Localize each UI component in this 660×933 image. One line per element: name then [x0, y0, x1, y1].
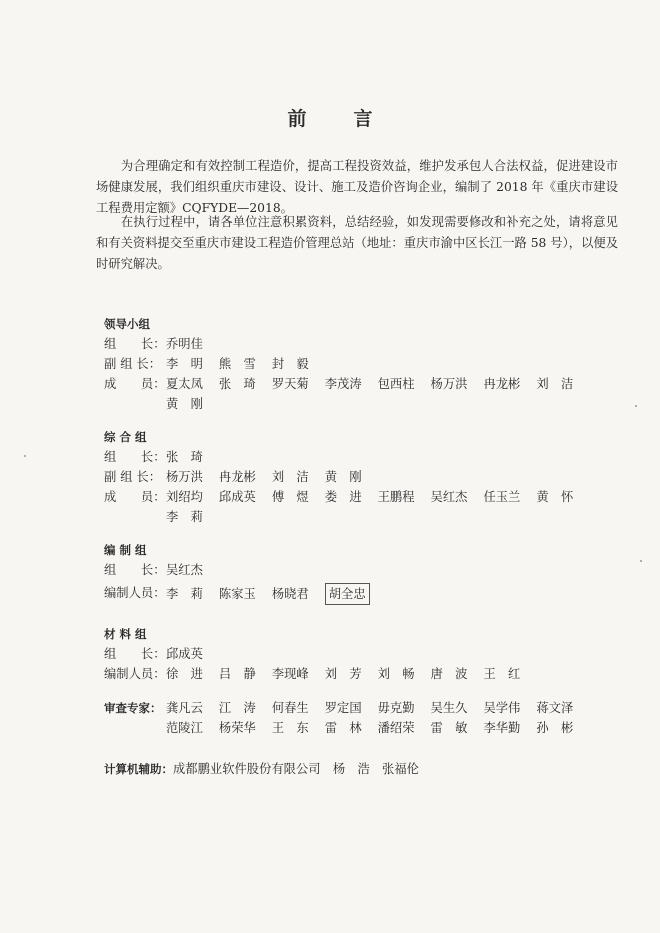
person-name: 唐 波: [430, 667, 468, 681]
person-name: 熊 雪: [218, 357, 256, 371]
leader-names: [166, 334, 219, 354]
materials-leader-row: [104, 644, 624, 664]
person-name: 王 东: [271, 721, 309, 735]
role-label: 副 组 长：: [104, 357, 162, 371]
person-name: 夏太凤: [166, 377, 203, 391]
person-name: 徐 进: [166, 667, 203, 681]
person-name: 李茂涛: [324, 377, 362, 391]
role-label: 组 长：: [104, 563, 166, 577]
person-name: 蒋文泽: [536, 701, 574, 715]
person-name: 邱成英: [218, 490, 256, 504]
person-name: 孙 彬: [536, 721, 574, 735]
person-name: 邱成英: [166, 647, 203, 661]
person-name: 雷 敏: [430, 721, 468, 735]
deputy-names: [166, 467, 378, 487]
compile-leader-row: [104, 560, 624, 580]
member-names: [166, 507, 219, 527]
software-credit: [104, 759, 419, 777]
preface-paragraph-1: [96, 156, 618, 219]
scan-speck: [24, 455, 26, 457]
general-leader-row: [104, 447, 624, 467]
role-label: 副 组 长：: [104, 470, 162, 484]
staff-names-list: [166, 587, 325, 601]
general-group: [104, 427, 624, 527]
person-name: 刘 畅: [377, 667, 415, 681]
preface-paragraph-1-text: 为合理确定和有效控制工程造价，提高工程投资效益，维护发承包人合法权益，促进建设市场健康发展，我们组织重庆市建设、设计、施工及造价咨询企业，编制了 2018 年《重庆市建设工程费用定额》CQFYDE—2018。: [96, 159, 618, 215]
person-name: 娄 进: [324, 490, 362, 504]
deputy-names: [166, 354, 325, 374]
review-names: [166, 718, 589, 738]
person-name: 冉龙彬: [218, 470, 256, 484]
person-name: 龚凡云: [166, 701, 203, 715]
person-name: 杨万洪: [166, 470, 203, 484]
leadership-deputy-row: [104, 354, 624, 374]
scan-speck: [640, 560, 642, 562]
person-name: 李华勤: [483, 721, 521, 735]
role-label: 成 员：: [104, 377, 166, 391]
person-name: 罗天菊: [271, 377, 309, 391]
software-text: 成都鹏业软件股份有限公司 杨 浩 张福伦: [173, 762, 419, 776]
person-name: 吴红杰: [166, 563, 203, 577]
person-name: 黄 刚: [324, 470, 362, 484]
person-name: 李 莉: [166, 510, 203, 524]
compile-heading: 编 制 组: [104, 543, 147, 557]
person-name: 范陵江: [166, 721, 203, 735]
person-name: 李 明: [166, 357, 203, 371]
preface-paragraph-2-text: 在执行过程中，请各单位注意积累资料，总结经验，如发现需要修改和补充之处，请将意见和有关资料提交至重庆市建设工程造价管理总站（地址：重庆市渝中区长江一路 58 号），以便及时研究解决。: [96, 215, 618, 271]
person-name: 刘 洁: [271, 470, 309, 484]
person-name: 黄 刚: [166, 397, 203, 411]
person-name: 潘绍荣: [377, 721, 415, 735]
preface-paragraph-2: [96, 212, 618, 275]
person-name: 张 琦: [166, 450, 203, 464]
person-name: 陈家玉: [218, 587, 256, 601]
review-label: 审查专家：: [104, 701, 162, 715]
person-name: 王鹏程: [377, 490, 415, 504]
person-name: 冉龙彬: [483, 377, 521, 391]
person-name: 李现峰: [271, 667, 309, 681]
person-name: 任玉兰: [483, 490, 521, 504]
member-names: [166, 374, 589, 394]
leadership-group: [104, 314, 624, 414]
staff-names: [166, 664, 536, 684]
compile-group: [104, 540, 624, 603]
person-name: 刘 洁: [536, 377, 574, 391]
person-name: 吴学伟: [483, 701, 521, 715]
materials-group: [104, 624, 624, 684]
scan-speck: [635, 405, 637, 407]
person-name: 杨晓君: [271, 587, 309, 601]
general-member-row-cont: [104, 507, 624, 527]
leadership-heading: 领导小组: [104, 317, 150, 331]
leader-names: [166, 560, 219, 580]
leadership-member-row-cont: [104, 394, 624, 414]
materials-heading: 材 料 组: [104, 627, 147, 641]
person-name: 黄 怀: [536, 490, 574, 504]
person-name: 乔明佳: [166, 337, 203, 351]
member-names: [166, 394, 219, 414]
role-label: 组 长：: [104, 337, 166, 351]
boxed-name: 胡全忠: [325, 583, 370, 605]
person-name: 何春生: [271, 701, 309, 715]
staff-names: [166, 583, 386, 605]
person-name: 刘 芳: [324, 667, 362, 681]
person-name: 包西柱: [377, 377, 415, 391]
compile-staff-row: [104, 583, 624, 603]
person-name: 雷 林: [324, 721, 362, 735]
review-names: [166, 698, 589, 718]
role-label: 组 长：: [104, 647, 166, 661]
person-name: 张 琦: [218, 377, 256, 391]
person-name: 李 莉: [166, 587, 203, 601]
person-name: 吴红杰: [430, 490, 468, 504]
person-name: 毋克勤: [377, 701, 415, 715]
role-label: 编制人员：: [104, 667, 166, 681]
person-name: 刘绍均: [166, 490, 203, 504]
general-deputy-row: [104, 467, 624, 487]
person-name: 吕 静: [218, 667, 256, 681]
materials-staff-row: [104, 664, 624, 684]
leader-names: [166, 447, 219, 467]
software-label: 计算机辅助：: [104, 762, 173, 776]
role-label: 编制人员：: [104, 586, 166, 600]
person-name: 杨荣华: [218, 721, 256, 735]
person-name: 吴生久: [430, 701, 468, 715]
person-name: 封 毅: [271, 357, 309, 371]
general-member-row: [104, 487, 624, 507]
page-title: 前 言: [287, 108, 387, 130]
role-label: 组 长：: [104, 450, 166, 464]
leadership-leader-row: [104, 334, 624, 354]
person-name: 罗定国: [324, 701, 362, 715]
member-names: [166, 487, 589, 507]
person-name: 傅 煜: [271, 490, 309, 504]
general-heading: 综 合 组: [104, 430, 147, 444]
leader-names: [166, 644, 219, 664]
person-name: 江 涛: [218, 701, 256, 715]
person-name: 杨万洪: [430, 377, 468, 391]
role-label: 成 员：: [104, 490, 166, 504]
person-name: 王 红: [483, 667, 521, 681]
leadership-member-row: [104, 374, 624, 394]
